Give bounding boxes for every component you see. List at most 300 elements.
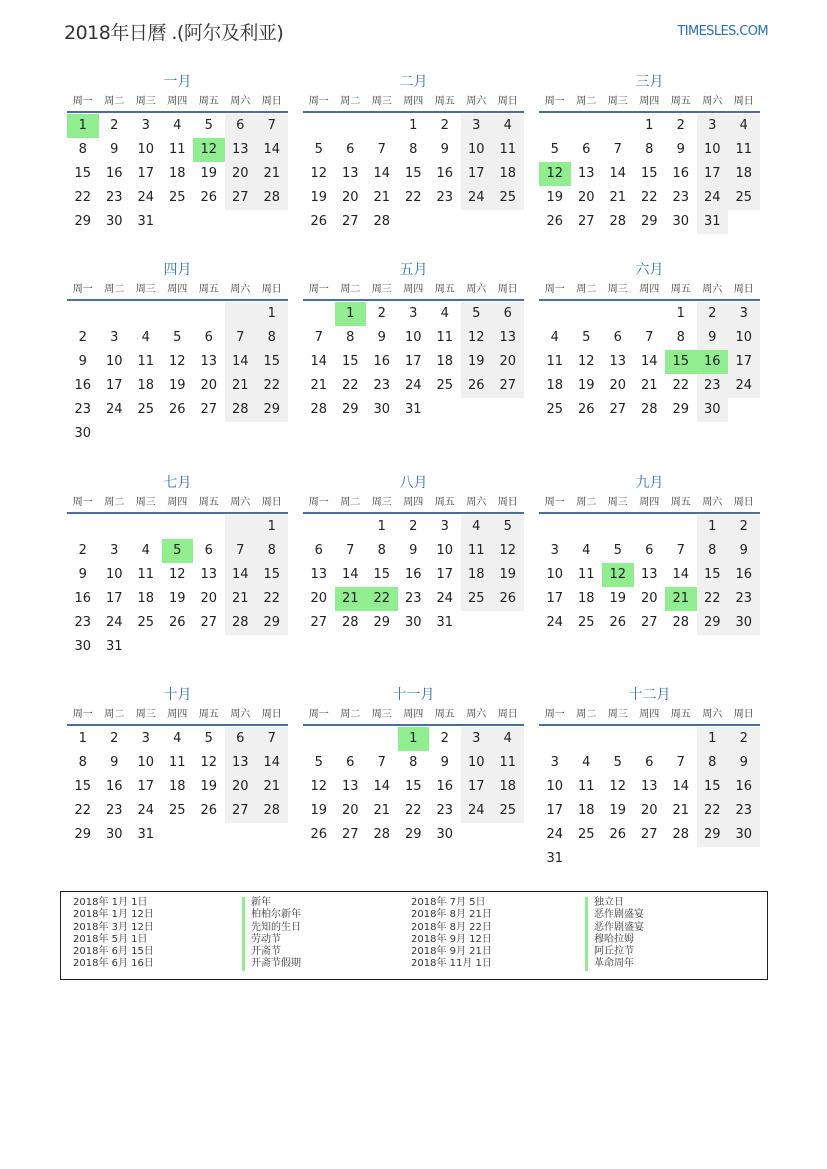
- day-cell: 6: [645, 755, 654, 770]
- weekday-label: 周四: [167, 497, 188, 508]
- weekday-header: [67, 493, 288, 514]
- day-cell: 29: [672, 402, 690, 417]
- day-cell: 15: [74, 166, 92, 181]
- day-cell: 8: [676, 330, 685, 345]
- day-cell: 3: [110, 330, 119, 345]
- day-cell: 3: [440, 519, 449, 534]
- day-cell: 30: [672, 214, 690, 229]
- day-cell: 28: [373, 827, 391, 842]
- day-cell: 7: [225, 539, 257, 563]
- weekday-header: [303, 705, 524, 726]
- day-cell: 15: [74, 779, 92, 794]
- day-grid: [67, 515, 288, 659]
- empty-day-cell: [571, 114, 603, 138]
- empty-day-cell: [602, 515, 634, 539]
- day-cell: 5: [314, 142, 323, 157]
- legend-holiday-name: 先知的生日: [242, 922, 301, 934]
- day-cell: 26: [200, 803, 218, 818]
- day-cell: 28: [256, 186, 288, 210]
- day-cell: 25: [137, 615, 155, 630]
- day-cell: 13: [492, 326, 524, 350]
- weekday-label: 周二: [576, 709, 597, 720]
- weekday-label: 周五: [670, 709, 691, 720]
- day-cell: 23: [74, 402, 92, 417]
- day-cell: 3: [728, 302, 760, 326]
- empty-day-cell: [634, 727, 666, 751]
- day-cell: 23: [105, 190, 123, 205]
- weekday-label: 周一: [544, 709, 565, 720]
- weekday-label: 周六: [230, 709, 251, 720]
- page-title: 2018年日曆 .(阿尔及利亚): [64, 22, 284, 44]
- day-cell: 29: [341, 402, 359, 417]
- legend-holiday-name: 阿丘拉节: [585, 946, 644, 958]
- weekday-label: 周四: [639, 709, 660, 720]
- day-cell: 4: [582, 543, 591, 558]
- day-cell: 23: [672, 190, 690, 205]
- weekday-label: 周四: [167, 96, 188, 107]
- day-cell: 18: [577, 803, 595, 818]
- day-cell: 16: [672, 166, 690, 181]
- day-cell: 13: [310, 567, 328, 582]
- day-cell: 1: [377, 519, 386, 534]
- day-cell: 5: [582, 330, 591, 345]
- month-name: 十二月: [628, 687, 671, 703]
- month-block: [539, 260, 760, 422]
- month-name: 六月: [635, 262, 664, 278]
- day-cell: 16: [105, 166, 123, 181]
- day-cell: 26: [577, 402, 595, 417]
- day-cell: 27: [577, 214, 595, 229]
- day-cell: 16: [404, 567, 422, 582]
- legend-holiday-name: 独立日: [585, 897, 644, 909]
- day-cell: 6: [492, 302, 524, 326]
- day-cell: 27: [200, 615, 218, 630]
- day-cell: 22: [74, 190, 92, 205]
- weekday-label: 周日: [733, 709, 754, 720]
- day-cell: 22: [640, 190, 658, 205]
- weekday-label: 周四: [403, 709, 424, 720]
- day-cell: 2: [110, 731, 119, 746]
- holiday-day-cell: 1: [67, 114, 99, 138]
- weekday-label: 周六: [702, 284, 723, 295]
- day-cell: 2: [728, 727, 760, 751]
- day-cell: 11: [168, 755, 186, 770]
- day-cell: 21: [310, 378, 328, 393]
- day-cell: 24: [436, 591, 454, 606]
- legend-date: 2018年 9月 21日: [411, 946, 492, 958]
- day-cell: 7: [314, 330, 323, 345]
- day-cell: 23: [74, 615, 92, 630]
- day-cell: 24: [461, 799, 493, 823]
- day-cell: 24: [697, 186, 729, 210]
- day-cell: 21: [609, 190, 627, 205]
- weekday-header: [539, 280, 760, 301]
- day-cell: 1: [697, 727, 729, 751]
- day-cell: 13: [577, 166, 595, 181]
- day-cell: 29: [697, 611, 729, 635]
- weekday-label: 周一: [544, 497, 565, 508]
- weekday-label: 周五: [434, 96, 455, 107]
- day-cell: 21: [672, 803, 690, 818]
- weekday-label: 周五: [670, 497, 691, 508]
- weekday-label: 周六: [230, 96, 251, 107]
- day-cell: 18: [137, 378, 155, 393]
- day-cell: 17: [105, 591, 123, 606]
- day-cell: 12: [609, 779, 627, 794]
- day-cell: 24: [105, 402, 123, 417]
- holiday-day-cell: 1: [335, 302, 367, 326]
- empty-day-cell: [130, 302, 162, 326]
- day-cell: 22: [672, 378, 690, 393]
- day-cell: 11: [137, 567, 155, 582]
- day-cell: 14: [256, 138, 288, 162]
- day-cell: 25: [461, 587, 493, 611]
- day-cell: 19: [310, 803, 328, 818]
- day-cell: 14: [672, 779, 690, 794]
- weekday-label: 周二: [104, 96, 125, 107]
- day-cell: 6: [645, 543, 654, 558]
- day-cell: 20: [225, 162, 257, 186]
- day-cell: 28: [672, 615, 690, 630]
- month-block: [67, 260, 288, 446]
- legend-date: 2018年 3月 12日: [73, 921, 154, 933]
- day-cell: 7: [256, 727, 288, 751]
- day-cell: 21: [373, 190, 391, 205]
- weekday-label: 周五: [434, 709, 455, 720]
- day-cell: 14: [609, 166, 627, 181]
- day-cell: 29: [74, 827, 92, 842]
- weekday-header: [67, 280, 288, 301]
- day-cell: 11: [577, 567, 595, 582]
- weekday-label: 周六: [466, 709, 487, 720]
- day-cell: 22: [74, 803, 92, 818]
- weekday-label: 周五: [670, 96, 691, 107]
- weekday-label: 周一: [308, 96, 329, 107]
- day-cell: 19: [461, 350, 493, 374]
- weekday-label: 周三: [371, 284, 392, 295]
- day-cell: 19: [577, 378, 595, 393]
- day-cell: 15: [697, 775, 729, 799]
- day-cell: 12: [310, 166, 328, 181]
- day-cell: 27: [200, 402, 218, 417]
- day-cell: 3: [550, 755, 559, 770]
- day-cell: 3: [697, 114, 729, 138]
- day-cell: 14: [310, 354, 328, 369]
- day-cell: 9: [728, 751, 760, 775]
- day-cell: 4: [461, 515, 493, 539]
- site-brand-link[interactable]: TIMESLES.COM: [677, 24, 768, 39]
- day-cell: 14: [225, 350, 257, 374]
- day-cell: 20: [577, 190, 595, 205]
- empty-day-cell: [99, 302, 131, 326]
- day-cell: 14: [672, 567, 690, 582]
- weekday-label: 周二: [576, 284, 597, 295]
- day-cell: 21: [256, 162, 288, 186]
- legend-holiday-name: 劳动节: [242, 934, 301, 946]
- weekday-label: 周二: [340, 709, 361, 720]
- day-cell: 27: [225, 186, 257, 210]
- day-cell: 19: [609, 591, 627, 606]
- weekday-header: [539, 705, 760, 726]
- empty-day-cell: [366, 114, 398, 138]
- day-cell: 17: [728, 350, 760, 374]
- day-cell: 23: [436, 803, 454, 818]
- day-cell: 6: [204, 543, 213, 558]
- weekday-label: 周四: [167, 284, 188, 295]
- weekday-label: 周二: [340, 497, 361, 508]
- day-cell: 2: [110, 118, 119, 133]
- day-cell: 18: [436, 354, 454, 369]
- day-cell: 16: [74, 378, 92, 393]
- weekday-label: 周五: [670, 284, 691, 295]
- day-cell: 23: [436, 190, 454, 205]
- month-name: 四月: [163, 262, 192, 278]
- day-cell: 11: [546, 354, 564, 369]
- day-cell: 12: [577, 354, 595, 369]
- weekday-label: 周三: [607, 497, 628, 508]
- weekday-label: 周六: [230, 284, 251, 295]
- day-cell: 8: [645, 142, 654, 157]
- day-cell: 9: [440, 142, 449, 157]
- day-cell: 8: [78, 142, 87, 157]
- weekday-label: 周四: [639, 96, 660, 107]
- day-cell: 16: [105, 779, 123, 794]
- day-cell: 16: [373, 354, 391, 369]
- day-cell: 28: [225, 398, 257, 422]
- month-name: 七月: [163, 475, 192, 491]
- day-cell: 25: [728, 186, 760, 210]
- day-cell: 28: [310, 402, 328, 417]
- day-cell: 2: [377, 306, 386, 321]
- day-cell: 7: [225, 326, 257, 350]
- day-cell: 24: [546, 615, 564, 630]
- day-cell: 30: [74, 639, 92, 654]
- legend-holiday-name: 新年: [242, 897, 301, 909]
- day-cell: 22: [404, 803, 422, 818]
- day-cell: 26: [168, 402, 186, 417]
- holiday-day-cell: 12: [539, 162, 571, 186]
- empty-day-cell: [665, 515, 697, 539]
- day-cell: 15: [373, 567, 391, 582]
- weekday-label: 周一: [72, 709, 93, 720]
- day-cell: 30: [728, 823, 760, 847]
- day-cell: 5: [550, 142, 559, 157]
- holiday-day-cell: 21: [665, 587, 697, 611]
- legend-dates-left: [73, 897, 154, 971]
- day-cell: 27: [341, 214, 359, 229]
- weekday-label: 周二: [104, 709, 125, 720]
- day-cell: 6: [346, 142, 355, 157]
- holiday-day-cell: 5: [162, 539, 194, 563]
- day-cell: 25: [546, 402, 564, 417]
- day-cell: 18: [728, 162, 760, 186]
- day-cell: 4: [728, 114, 760, 138]
- day-cell: 4: [173, 731, 182, 746]
- day-cell: 8: [409, 755, 418, 770]
- day-cell: 9: [728, 539, 760, 563]
- day-cell: 22: [256, 587, 288, 611]
- day-cell: 23: [373, 378, 391, 393]
- day-cell: 5: [314, 755, 323, 770]
- empty-day-cell: [193, 302, 225, 326]
- day-cell: 16: [436, 166, 454, 181]
- holiday-day-cell: 22: [366, 587, 398, 611]
- day-cell: 29: [697, 823, 729, 847]
- legend-date: 2018年 6月 16日: [73, 958, 154, 970]
- day-cell: 10: [436, 543, 454, 558]
- day-cell: 22: [256, 374, 288, 398]
- day-cell: 19: [310, 190, 328, 205]
- day-cell: 6: [204, 330, 213, 345]
- day-cell: 23: [697, 374, 729, 398]
- day-cell: 14: [640, 354, 658, 369]
- weekday-label: 周一: [544, 284, 565, 295]
- day-cell: 31: [546, 851, 564, 866]
- legend-date: 2018年 11月 1日: [411, 958, 492, 970]
- empty-day-cell: [303, 515, 335, 539]
- day-cell: 25: [577, 615, 595, 630]
- weekday-label: 周六: [230, 497, 251, 508]
- day-cell: 6: [225, 727, 257, 751]
- day-cell: 28: [609, 214, 627, 229]
- day-cell: 16: [728, 775, 760, 799]
- weekday-label: 周六: [466, 96, 487, 107]
- day-cell: 11: [461, 539, 493, 563]
- weekday-label: 周四: [639, 284, 660, 295]
- day-cell: 4: [173, 118, 182, 133]
- legend-date: 2018年 1月 1日: [73, 897, 148, 908]
- day-cell: 11: [728, 138, 760, 162]
- weekday-label: 周五: [198, 96, 219, 107]
- day-cell: 10: [546, 567, 564, 582]
- legend-names-right: [585, 897, 644, 971]
- day-grid: [67, 727, 288, 847]
- day-cell: 6: [613, 330, 622, 345]
- day-cell: 28: [341, 615, 359, 630]
- day-cell: 27: [492, 374, 524, 398]
- month-name: 五月: [399, 262, 428, 278]
- day-cell: 3: [141, 118, 150, 133]
- month-name: 三月: [635, 74, 664, 90]
- day-cell: 17: [137, 166, 155, 181]
- weekday-label: 周三: [135, 284, 156, 295]
- day-cell: 13: [341, 166, 359, 181]
- day-grid: [303, 114, 524, 234]
- day-cell: 7: [676, 543, 685, 558]
- day-cell: 31: [137, 214, 155, 229]
- month-name: 十月: [163, 687, 192, 703]
- day-cell: 3: [461, 727, 493, 751]
- holiday-day-cell: 16: [697, 350, 729, 374]
- month-block: [67, 473, 288, 659]
- day-cell: 7: [377, 142, 386, 157]
- legend-date: 2018年 5月 1日: [73, 933, 148, 945]
- day-cell: 30: [74, 426, 92, 441]
- day-cell: 3: [110, 543, 119, 558]
- day-cell: 5: [461, 302, 493, 326]
- weekday-label: 周一: [308, 709, 329, 720]
- day-cell: 29: [256, 611, 288, 635]
- legend-date: 2018年 8月 21日: [411, 909, 492, 921]
- empty-day-cell: [303, 114, 335, 138]
- day-cell: 15: [697, 563, 729, 587]
- day-cell: 18: [137, 591, 155, 606]
- day-cell: 17: [404, 354, 422, 369]
- empty-day-cell: [571, 515, 603, 539]
- day-cell: 10: [728, 326, 760, 350]
- day-cell: 10: [461, 751, 493, 775]
- day-cell: 7: [645, 330, 654, 345]
- legend-names-left: [242, 897, 301, 971]
- empty-day-cell: [99, 515, 131, 539]
- empty-day-cell: [634, 515, 666, 539]
- day-cell: 14: [373, 166, 391, 181]
- day-grid: [539, 114, 760, 234]
- day-grid: [67, 302, 288, 446]
- day-cell: 31: [436, 615, 454, 630]
- day-cell: 19: [492, 563, 524, 587]
- day-cell: 25: [168, 190, 186, 205]
- day-cell: 22: [341, 378, 359, 393]
- weekday-header: [539, 92, 760, 113]
- day-cell: 2: [78, 330, 87, 345]
- day-cell: 10: [697, 138, 729, 162]
- day-cell: 30: [105, 214, 123, 229]
- day-cell: 1: [409, 118, 418, 133]
- day-cell: 5: [492, 515, 524, 539]
- day-cell: 17: [546, 803, 564, 818]
- day-cell: 10: [137, 755, 155, 770]
- day-grid: [539, 515, 760, 635]
- weekday-label: 周三: [135, 96, 156, 107]
- day-cell: 15: [404, 166, 422, 181]
- day-cell: 20: [200, 591, 218, 606]
- month-block: [539, 473, 760, 635]
- month-name: 八月: [399, 475, 428, 491]
- weekday-label: 周三: [607, 709, 628, 720]
- day-cell: 17: [137, 779, 155, 794]
- weekday-label: 周五: [198, 497, 219, 508]
- weekday-label: 周二: [340, 96, 361, 107]
- day-cell: 20: [492, 350, 524, 374]
- day-grid: [539, 727, 760, 871]
- day-cell: 16: [728, 563, 760, 587]
- month-block: [303, 685, 524, 847]
- weekday-label: 周三: [135, 497, 156, 508]
- weekday-label: 周一: [72, 284, 93, 295]
- empty-day-cell: [571, 727, 603, 751]
- empty-day-cell: [335, 515, 367, 539]
- day-cell: 10: [404, 330, 422, 345]
- day-cell: 7: [613, 142, 622, 157]
- weekday-label: 周日: [497, 709, 518, 720]
- weekday-label: 周五: [198, 284, 219, 295]
- day-cell: 23: [404, 591, 422, 606]
- month-block: [539, 685, 760, 871]
- day-cell: 9: [676, 142, 685, 157]
- day-cell: 1: [645, 118, 654, 133]
- empty-day-cell: [162, 515, 194, 539]
- day-cell: 28: [640, 402, 658, 417]
- day-cell: 4: [550, 330, 559, 345]
- month-block: [303, 72, 524, 234]
- weekday-label: 周日: [733, 96, 754, 107]
- weekday-label: 周三: [135, 709, 156, 720]
- day-cell: 29: [373, 615, 391, 630]
- empty-day-cell: [602, 114, 634, 138]
- weekday-label: 周六: [702, 96, 723, 107]
- day-cell: 2: [409, 519, 418, 534]
